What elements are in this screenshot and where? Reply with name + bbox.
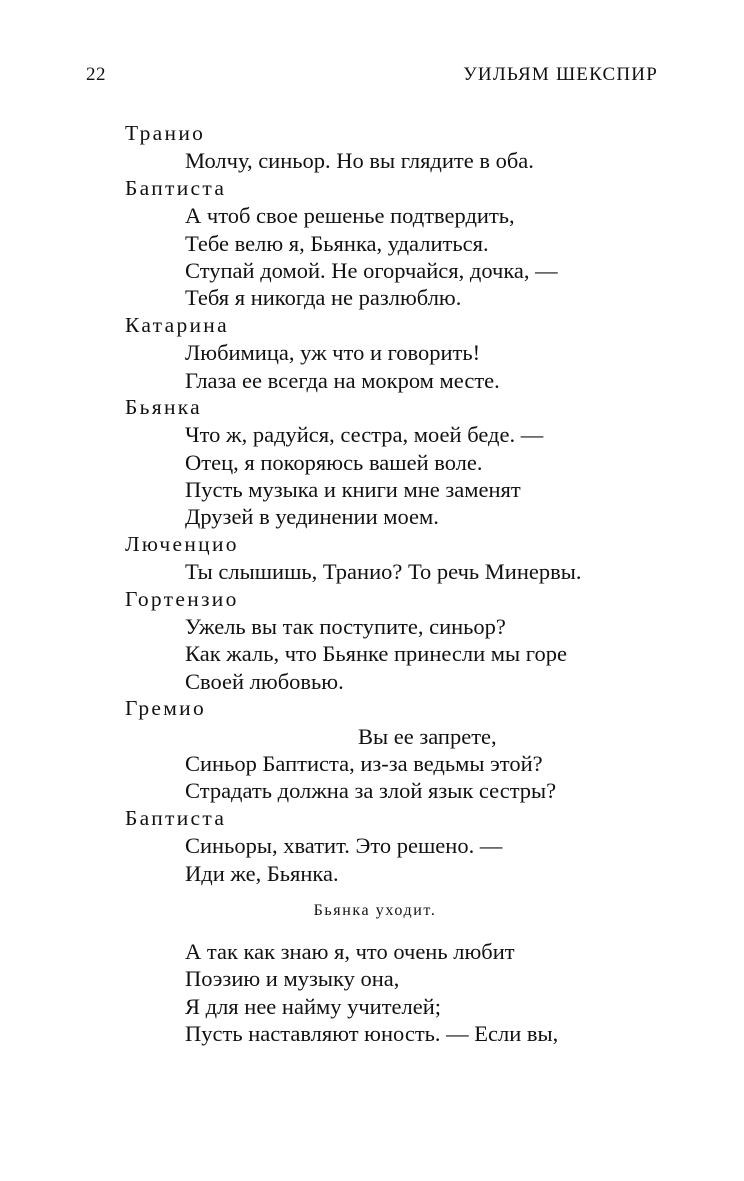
speaker-name: Баптиста: [125, 805, 227, 830]
verse-line: Пусть наставляют юность. — Если вы,: [185, 1021, 559, 1047]
verse-line: Страдать должна за злой язык сестры?: [185, 778, 557, 804]
running-head: УИЛЬЯМ ШЕКСПИР: [463, 64, 658, 85]
speaker-name: Катарина: [125, 312, 229, 337]
verse-line: Поэзию и музыку она,: [185, 966, 400, 992]
verse-line: Молчу, синьор. Но вы глядите в оба.: [185, 148, 534, 174]
verse-line: Отец, я покоряюсь вашей воле.: [185, 449, 483, 475]
verse-line: Ты слышишь, Транио? То речь Минервы.: [185, 559, 582, 585]
verse-line: Синьор Баптиста, из-за ведьмы этой?: [185, 750, 543, 776]
verse-line: Друзей в уединении моем.: [185, 504, 439, 530]
verse-line: А чтоб свое решенье подтвердить,: [185, 203, 515, 229]
speaker-name: Бьянка: [125, 394, 203, 419]
verse-line: Ступай домой. Не огорчайся, дочка, —: [185, 257, 558, 283]
verse-line: Что ж, радуйся, сестра, моей беде. —: [185, 422, 544, 448]
verse-line: Синьоры, хватит. Это решено. —: [185, 833, 503, 859]
verse-line: Иди же, Бьянка.: [185, 860, 339, 886]
verse-line-continued: Вы ее запрете,: [358, 723, 497, 749]
verse-line: Тебе велю я, Бьянка, удалиться.: [185, 230, 489, 256]
speaker-name: Люченцио: [125, 531, 239, 556]
speaker-name: Баптиста: [125, 175, 227, 200]
stage-direction: Бьянка уходит.: [313, 901, 437, 919]
verse-line: Глаза ее всегда на мокром месте.: [185, 367, 500, 393]
verse-line: Любимица, уж что и говорить!: [185, 340, 481, 366]
speaker-name: Гремио: [125, 696, 207, 721]
speaker-name: Транио: [125, 121, 206, 145]
verse-line: Пусть музыка и книги мне заменят: [185, 477, 521, 503]
verse-line: Тебя я никогда не разлюблю.: [185, 285, 462, 311]
verse-line: А так как знаю я, что очень любит: [185, 938, 515, 964]
verse-line: Я для нее найму учителей;: [185, 993, 442, 1019]
verse-line: Своей любовью.: [185, 668, 344, 694]
play-text: [125, 120, 645, 1048]
verse-line: Ужель вы так поступите, синьор?: [185, 614, 506, 640]
page-number: 22: [86, 64, 106, 85]
speaker-name: Гортензио: [125, 586, 239, 611]
verse-line: Как жаль, что Бьянке принесли мы горе: [185, 641, 567, 667]
page-header: [86, 64, 658, 94]
